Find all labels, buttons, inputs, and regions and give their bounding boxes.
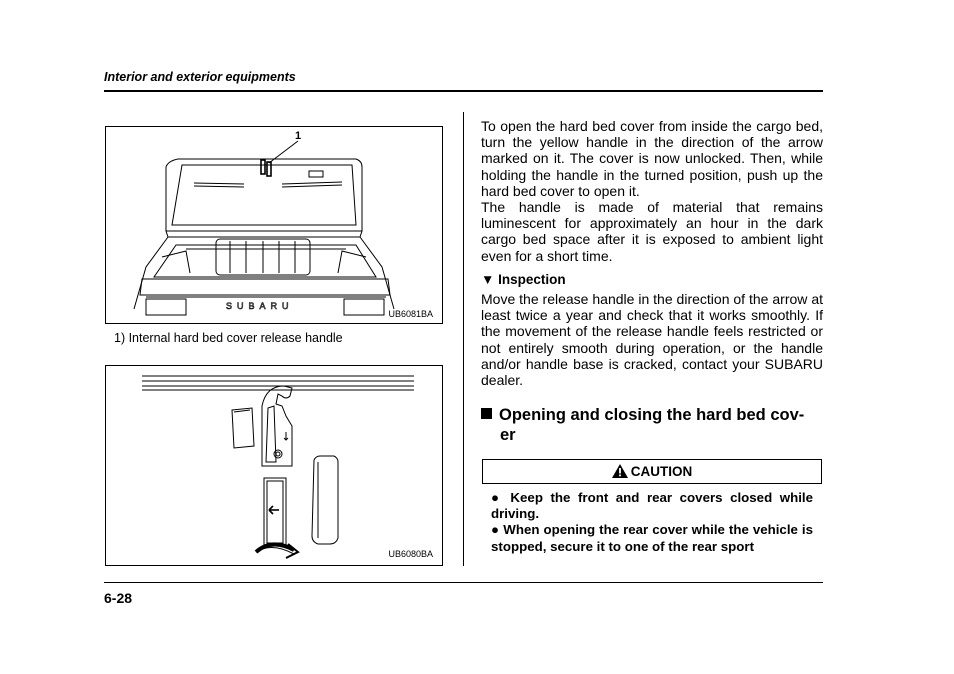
caution-bullet: ● When opening the rear cover while the vehicle is stopped, secure it to one of the rear sport: [491, 522, 813, 554]
callout-number: 1: [295, 130, 302, 142]
column-divider: [463, 112, 464, 566]
section-heading-line1: Opening and closing the hard bed cov-: [499, 406, 805, 424]
figure-caption: 1) Internal hard bed cover release handle: [114, 331, 343, 345]
handle-closeup-illustration: [106, 366, 442, 565]
caution-label: CAUTION: [630, 464, 693, 479]
running-header: Interior and exterior equipments: [104, 70, 296, 84]
figure-truck-rear-view: [105, 126, 443, 324]
figure-code: UB6080BA: [388, 549, 433, 559]
page-number: 6-28: [104, 590, 133, 606]
svg-text:SUBARU: SUBARU: [226, 301, 294, 311]
caution-bullets: [491, 490, 813, 555]
section-square-icon: [481, 408, 492, 419]
section-heading-line2: er: [500, 425, 516, 444]
header-rule: [104, 90, 823, 92]
caution-bullet: ● Keep the front and rear covers closed while driving.: [491, 490, 813, 522]
paragraph-open-instructions: To open the hard bed cover from inside the cargo bed, turn the yellow handle in the direction of the arrow marked on it. The cover is now unlocked. Then, while holding the handle in the turned position, push up the hard bed cover to open it.: [481, 118, 823, 199]
figure-code: UB6081BA: [388, 309, 433, 319]
warning-triangle-icon: [612, 464, 628, 478]
figure-handle-closeup: [105, 365, 443, 566]
inspection-heading: ▼ Inspection: [481, 272, 566, 287]
section-heading: [481, 406, 823, 445]
footer-rule: [104, 582, 823, 583]
paragraph-inspection: Move the release handle in the direction of the arrow at least twice a year and check that it works smoothly. If the movement of the release handle feels restricted or not entirely smooth during operation, or the handle and/or handle base is cracked, contact your SUBARU dealer.: [481, 291, 823, 389]
caution-box: [482, 459, 822, 484]
truck-rear-illustration: [106, 127, 442, 323]
paragraph-luminescent-handle: The handle is made of material that remains luminescent for approximately an hour in the dark cargo bed space after it is exposed to ambient light even for a short time.: [481, 199, 823, 264]
